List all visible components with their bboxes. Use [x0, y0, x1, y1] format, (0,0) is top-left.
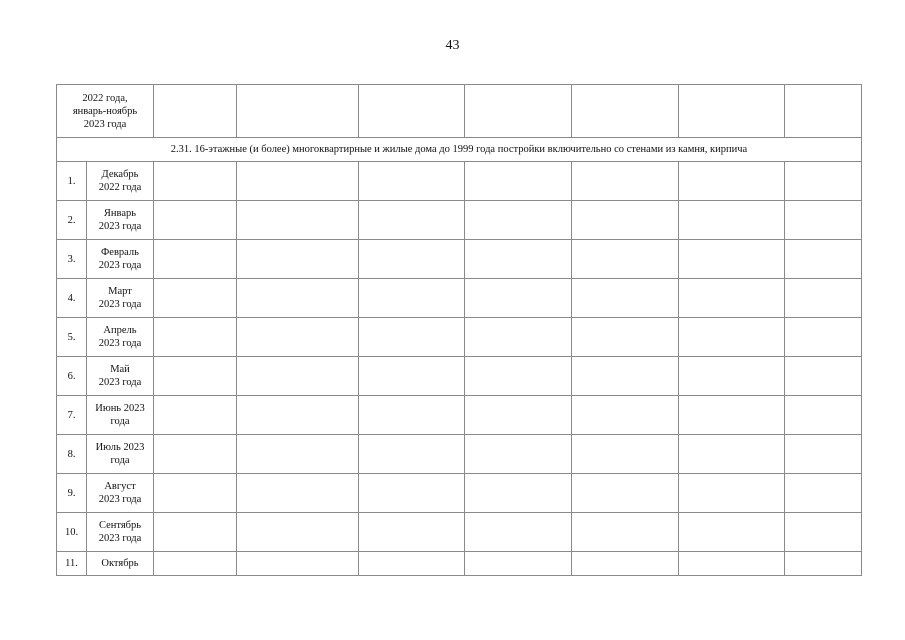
empty-cell	[572, 201, 679, 240]
empty-cell	[785, 396, 862, 435]
table-row	[57, 474, 862, 513]
row-number: 2.	[57, 201, 87, 240]
table-row	[57, 201, 862, 240]
section-title: 2.31. 16-этажные (и более) многоквартирные и жилые дома до 1999 года постройки включительно со стенами из камня, кирпича	[57, 138, 862, 162]
empty-cell	[679, 552, 785, 576]
empty-cell	[785, 240, 862, 279]
table-row	[57, 396, 862, 435]
first-period-cell: 2022 года, январь-ноябрь 2023 года	[57, 85, 154, 138]
table-row-first-period	[57, 85, 862, 138]
row-period: Апрель 2023 года	[87, 318, 154, 357]
empty-cell	[237, 85, 359, 138]
empty-cell	[572, 85, 679, 138]
empty-cell	[359, 279, 465, 318]
empty-cell	[154, 279, 237, 318]
empty-cell	[359, 85, 465, 138]
data-table	[56, 84, 862, 576]
empty-cell	[785, 474, 862, 513]
row-period: Август 2023 года	[87, 474, 154, 513]
table-row	[57, 435, 862, 474]
empty-cell	[679, 435, 785, 474]
empty-cell	[465, 240, 572, 279]
empty-cell	[572, 240, 679, 279]
empty-cell	[154, 396, 237, 435]
empty-cell	[237, 552, 359, 576]
row-number: 1.	[57, 162, 87, 201]
empty-cell	[359, 357, 465, 396]
row-number: 10.	[57, 513, 87, 552]
empty-cell	[359, 318, 465, 357]
row-number: 11.	[57, 552, 87, 576]
empty-cell	[465, 396, 572, 435]
empty-cell	[154, 474, 237, 513]
empty-cell	[465, 357, 572, 396]
empty-cell	[237, 513, 359, 552]
empty-cell	[785, 318, 862, 357]
empty-cell	[359, 162, 465, 201]
empty-cell	[465, 474, 572, 513]
row-period: Май 2023 года	[87, 357, 154, 396]
empty-cell	[237, 357, 359, 396]
empty-cell	[359, 396, 465, 435]
empty-cell	[572, 513, 679, 552]
empty-cell	[679, 240, 785, 279]
empty-cell	[679, 513, 785, 552]
empty-cell	[465, 435, 572, 474]
empty-cell	[572, 552, 679, 576]
empty-cell	[572, 474, 679, 513]
empty-cell	[154, 318, 237, 357]
empty-cell	[785, 552, 862, 576]
row-number: 5.	[57, 318, 87, 357]
empty-cell	[465, 85, 572, 138]
row-number: 9.	[57, 474, 87, 513]
empty-cell	[154, 162, 237, 201]
empty-cell	[465, 318, 572, 357]
table-row	[57, 357, 862, 396]
row-number: 4.	[57, 279, 87, 318]
empty-cell	[679, 474, 785, 513]
empty-cell	[359, 552, 465, 576]
empty-cell	[237, 435, 359, 474]
table-row	[57, 513, 862, 552]
empty-cell	[785, 513, 862, 552]
row-number: 6.	[57, 357, 87, 396]
empty-cell	[465, 162, 572, 201]
section-header-row	[57, 138, 862, 162]
empty-cell	[465, 513, 572, 552]
empty-cell	[237, 318, 359, 357]
row-number: 3.	[57, 240, 87, 279]
empty-cell	[237, 162, 359, 201]
table-row	[57, 162, 862, 201]
empty-cell	[679, 357, 785, 396]
empty-cell	[359, 435, 465, 474]
empty-cell	[679, 279, 785, 318]
empty-cell	[572, 357, 679, 396]
empty-cell	[679, 162, 785, 201]
empty-cell	[465, 279, 572, 318]
row-period: Март 2023 года	[87, 279, 154, 318]
table-row	[57, 279, 862, 318]
empty-cell	[679, 396, 785, 435]
empty-cell	[154, 357, 237, 396]
page-number: 43	[445, 38, 460, 53]
empty-cell	[237, 279, 359, 318]
empty-cell	[359, 240, 465, 279]
row-number: 7.	[57, 396, 87, 435]
empty-cell	[359, 201, 465, 240]
row-period: Сентябрь 2023 года	[87, 513, 154, 552]
empty-cell	[237, 201, 359, 240]
empty-cell	[785, 162, 862, 201]
empty-cell	[465, 552, 572, 576]
row-period: Октябрь	[87, 552, 154, 576]
row-number: 8.	[57, 435, 87, 474]
empty-cell	[785, 85, 862, 138]
empty-cell	[785, 435, 862, 474]
row-period: Февраль 2023 года	[87, 240, 154, 279]
empty-cell	[572, 435, 679, 474]
empty-cell	[465, 201, 572, 240]
empty-cell	[679, 318, 785, 357]
empty-cell	[785, 357, 862, 396]
empty-cell	[359, 513, 465, 552]
empty-cell	[154, 513, 237, 552]
row-period: Июль 2023 года	[87, 435, 154, 474]
empty-cell	[785, 201, 862, 240]
row-period: Декабрь 2022 года	[87, 162, 154, 201]
empty-cell	[572, 318, 679, 357]
table-row	[57, 318, 862, 357]
table-row	[57, 240, 862, 279]
empty-cell	[572, 162, 679, 201]
empty-cell	[237, 396, 359, 435]
row-period: Июнь 2023 года	[87, 396, 154, 435]
empty-cell	[154, 435, 237, 474]
row-period: Январь 2023 года	[87, 201, 154, 240]
empty-cell	[359, 474, 465, 513]
empty-cell	[785, 279, 862, 318]
empty-cell	[572, 279, 679, 318]
table-row	[57, 552, 862, 576]
empty-cell	[154, 552, 237, 576]
empty-cell	[154, 201, 237, 240]
empty-cell	[679, 85, 785, 138]
empty-cell	[154, 240, 237, 279]
empty-cell	[154, 85, 237, 138]
empty-cell	[237, 474, 359, 513]
empty-cell	[679, 201, 785, 240]
empty-cell	[237, 240, 359, 279]
empty-cell	[572, 396, 679, 435]
